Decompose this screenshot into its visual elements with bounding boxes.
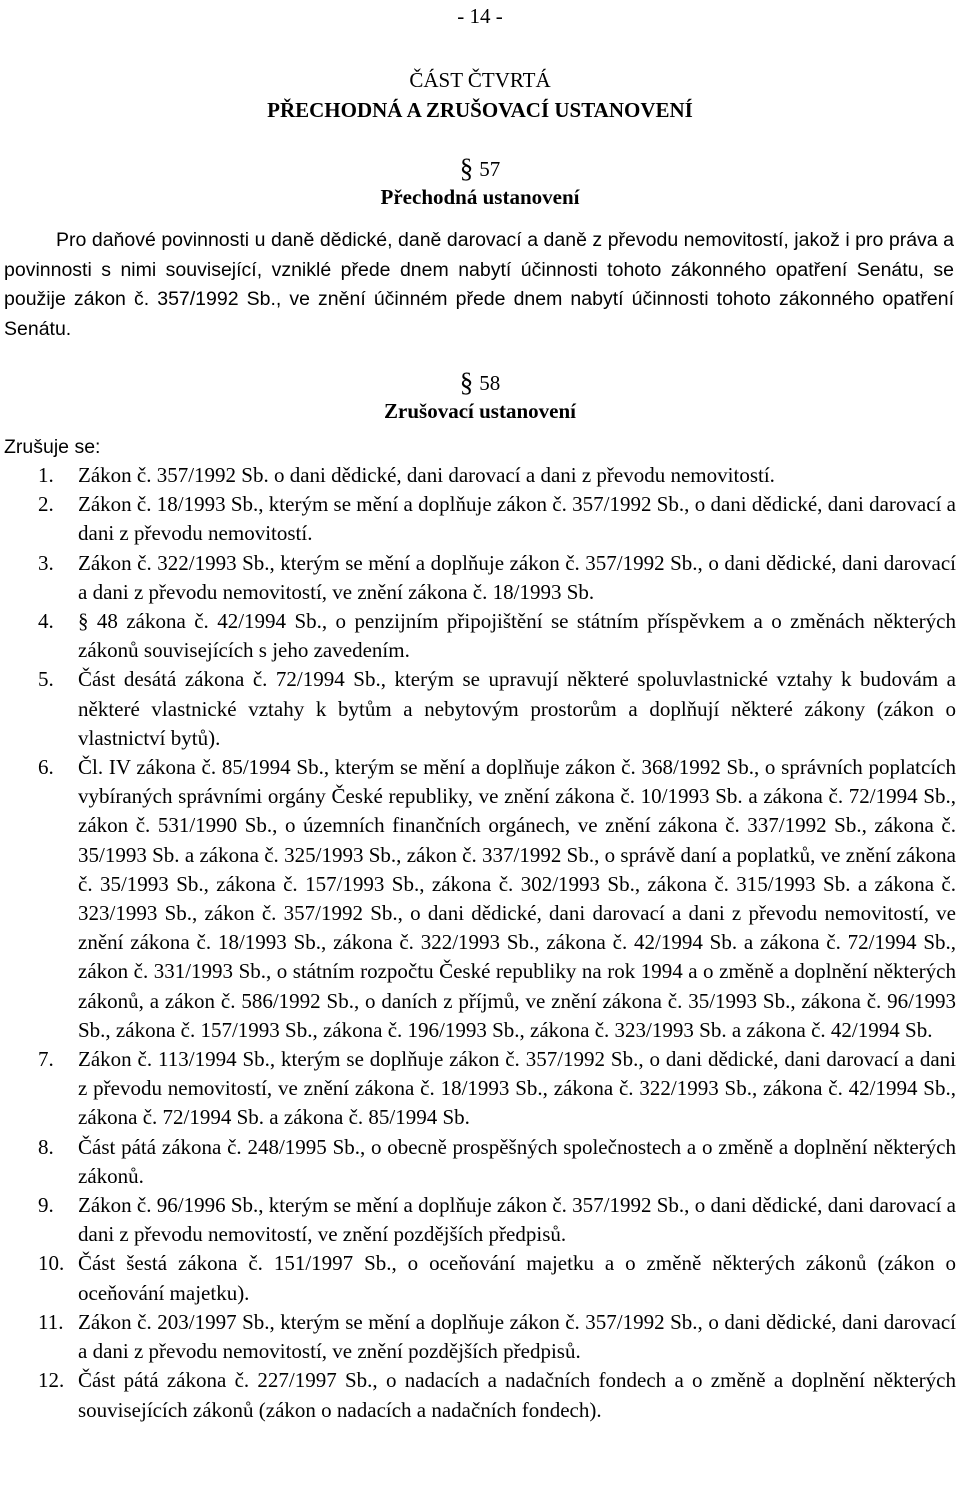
repeal-item-text: Část pátá zákona č. 248/1995 Sb., o obecně prospěšných společnostech a o změně a doplnění některých zákonů. <box>78 1134 956 1188</box>
section-58-number <box>0 367 960 397</box>
part-heading: ČÁST ČTVRTÁ <box>409 68 551 92</box>
repeal-item-number: 1. <box>38 463 54 487</box>
repeal-item <box>0 607 956 665</box>
repeal-item-text: Zákon č. 96/1996 Sb., kterým se mění a doplňuje zákon č. 357/1992 Sb., o dani dědické, dani darovací a dani z převodu nemovitostí, ve znění pozdějších předpisů. <box>78 1193 956 1247</box>
repeal-item-text: Zákon č. 322/1993 Sb., kterým se mění a doplňuje zákon č. 357/1992 Sb., o dani dědické, dani darovací a dani z převodu nemovitostí, ve znění zákona č. 18/1993 Sb. <box>78 550 956 604</box>
repeal-item-number: 7. <box>38 1047 54 1072</box>
repeal-item <box>0 1308 956 1366</box>
repeal-item <box>0 1249 956 1307</box>
repeal-item-number: 12. <box>38 1368 65 1393</box>
part-title: PŘECHODNÁ A ZRUŠOVACÍ USTANOVENÍ <box>267 98 693 122</box>
repeal-item-number: 3. <box>38 550 54 575</box>
repeal-intro: Zrušuje se: <box>4 436 101 458</box>
repeal-item-text: Zákon č. 113/1994 Sb., kterým se doplňuje zákon č. 357/1992 Sb., o dani dědické, dani darovací a dani z převodu nemovitostí, ve znění zákona č. 18/1993 Sb., zákona č. 322/1993 Sb., zákona č. 42/1994 Sb., zákona č. 72/1994 Sb. a zákona č. 85/1994 Sb. <box>78 1047 956 1130</box>
repeal-item-text: § 48 zákona č. 42/1994 Sb., o penzijním připojištění se státním příspěvkem a o změnách některých zákonů souvisejících s jeho zavedením. <box>78 609 956 663</box>
repeal-item-text: Část šestá zákona č. 151/1997 Sb., o oceňování majetku a o změně některých zákonů (zákon o oceňování majetku). <box>78 1251 956 1305</box>
repeal-item-text: Část desátá zákona č. 72/1994 Sb., kterým se upravují některé spoluvlastnické vztahy k budovám a některé vlastnické vztahy k bytům a nebytovým prostorům a doplňují některé zákony (zákon o vlastnictví bytů). <box>78 667 956 750</box>
section-number: 57 <box>479 157 501 181</box>
repeal-item <box>0 549 956 607</box>
repeal-item <box>0 461 956 490</box>
repeal-list <box>0 461 956 1425</box>
repeal-item-number: 9. <box>38 1193 54 1218</box>
repeal-item <box>0 1045 956 1133</box>
repeal-item-number: 4. <box>38 609 54 634</box>
section-57-number <box>0 153 960 183</box>
repeal-item <box>0 753 956 1045</box>
repeal-item-text: Zákon č. 18/1993 Sb., kterým se mění a doplňuje zákon č. 357/1992 Sb., o dani dědické, dani darovací a dani z převodu nemovitostí. <box>78 492 956 546</box>
repeal-item-number: 10. <box>38 1251 65 1276</box>
repeal-item <box>0 1191 956 1249</box>
repeal-item-text: Zákon č. 203/1997 Sb., kterým se mění a doplňuje zákon č. 357/1992 Sb., o dani dědické, dani darovací a dani z převodu nemovitostí, ve znění pozdějších předpisů. <box>78 1309 956 1364</box>
repeal-item-number: 6. <box>38 755 54 780</box>
repeal-item <box>0 1366 956 1424</box>
repeal-item-number: 11. <box>38 1309 64 1334</box>
repeal-item <box>0 490 956 548</box>
repeal-item-text: Část pátá zákona č. 227/1997 Sb., o nadacích a nadačních fondech a o změně a doplnění některých souvisejících zákonů (zákon o nadacích a nadačních fondech). <box>78 1368 956 1422</box>
section-58-title: Zrušovací ustanovení <box>384 399 576 423</box>
section-number: 58 <box>479 371 501 395</box>
repeal-item-text: Zákon č. 357/1992 Sb. o dani dědické, dani darovací a dani z převodu nemovitostí. <box>78 463 775 487</box>
paragraph-symbol: § <box>459 367 474 397</box>
repeal-item-number: 2. <box>38 492 54 517</box>
repeal-item-number: 5. <box>38 667 54 692</box>
page-number: - 14 - <box>457 4 503 28</box>
paragraph-symbol: § <box>459 153 474 183</box>
section-57-title: Přechodná ustanovení <box>380 185 580 209</box>
repeal-item <box>0 665 956 753</box>
repeal-item-number: 8. <box>38 1134 54 1159</box>
repeal-item-text: Čl. IV zákona č. 85/1994 Sb., kterým se mění a doplňuje zákon č. 368/1992 Sb., o správních poplatcích vybíraných správními orgány České republiky, ve znění zákona č. 10/1993 Sb. a zákona č. 72/1994 Sb., zákon č. 531/1990 Sb., o územních finančních orgánech, ve znění zákona č. 337/1992 Sb., zákona č. 35/1993 Sb. a zákona č. 325/1993 Sb., zákon č. 337/1992 Sb., o správě daní a poplatků, ve znění zákona č. 35/1993 Sb., zákona č. 157/1993 Sb., zákona č. 302/1993 Sb., zákona č. 315/1993 Sb. a zákona č. 323/1993 Sb., zákon č. 357/1992 Sb., o dani dědické, dani darovací a dani z převodu nemovitostí, ve znění zákona č. 18/1993 Sb., zákona č. 322/1993 Sb., zákona č. 42/1994 Sb. a zákona č. 72/1994 Sb., zákon č. 331/1993 Sb., o státním rozpočtu České republiky na rok 1994 a o změně a doplnění některých zákonů, a zákon č. 586/1992 Sb., o daních z příjmů, ve znění zákona č. 35/1993 Sb., zákona č. 96/1993 Sb., zákona č. 157/1993 Sb., zákona č. 196/1993 Sb., zákona č. 323/1993 Sb. a zákona č. 42/1994 Sb. <box>78 755 956 1042</box>
repeal-item <box>0 1133 956 1191</box>
section-57-text: Pro daňové povinnosti u daně dědické, daně darovací a daně z převodu nemovitostí, jakož i pro práva a povinnosti s nimi související, vzniklé přede dnem nabytí účinnosti tohoto zákonného opatření Senátu, se použije zákon č. 357/1992 Sb., ve znění účinném přede dnem nabytí účinnosti tohoto zákonného opatření Senátu. <box>4 229 954 340</box>
